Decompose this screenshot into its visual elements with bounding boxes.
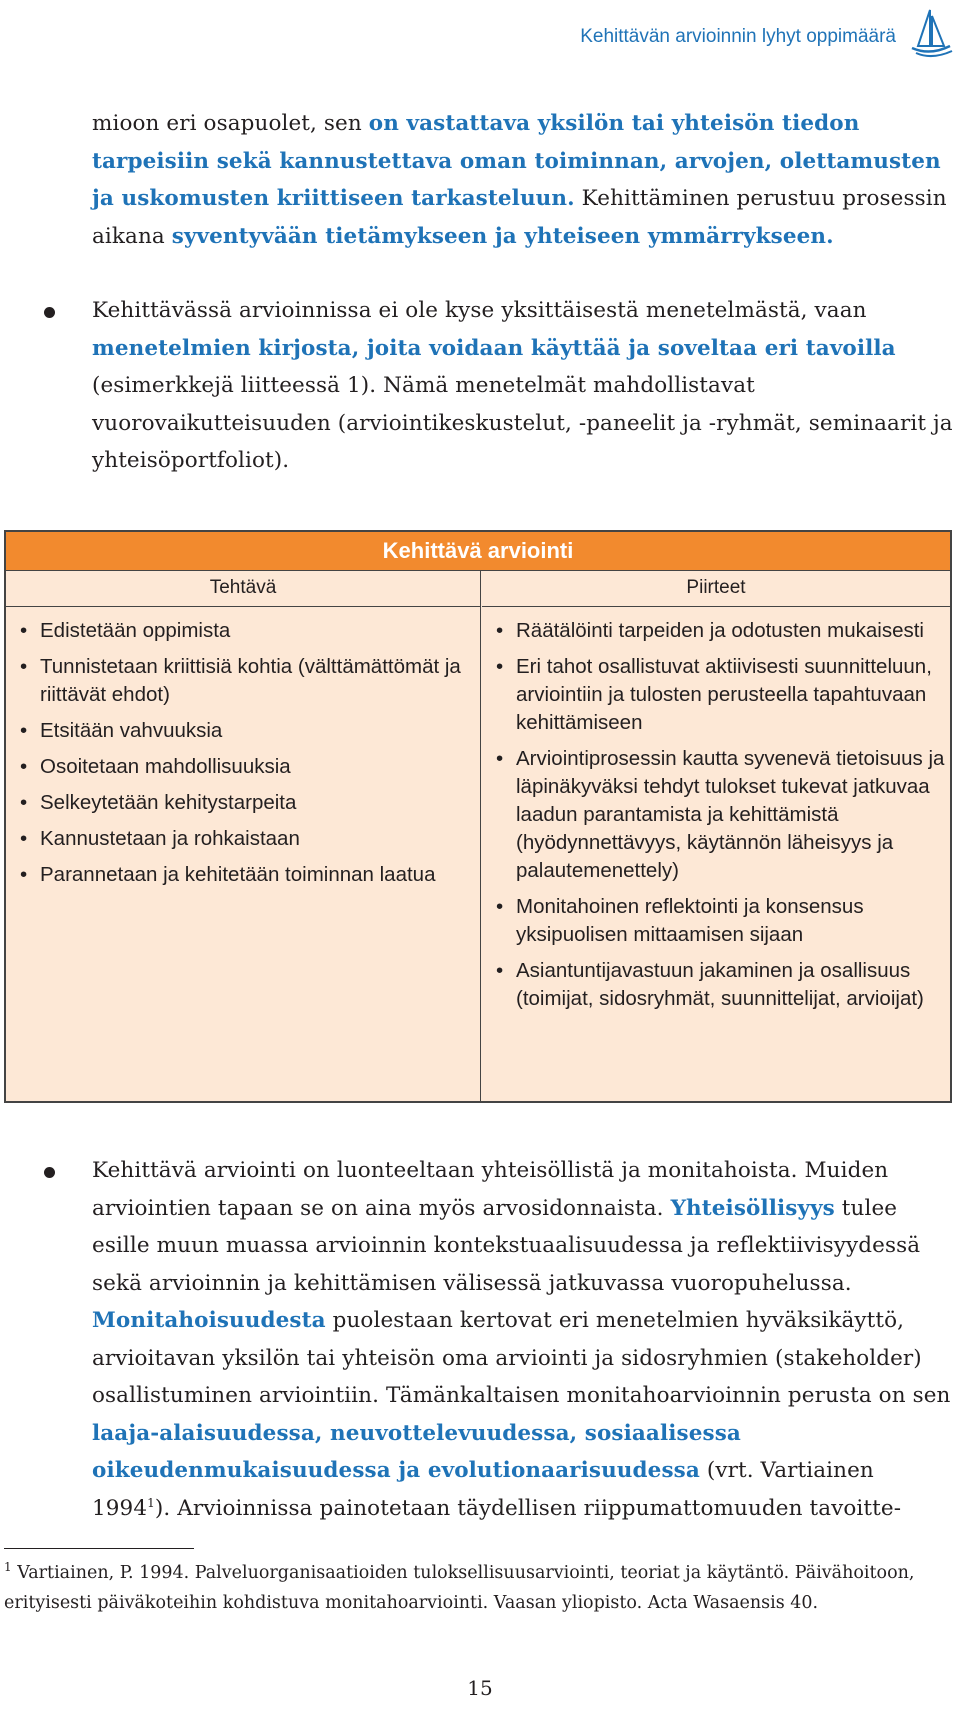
table-list-item-text: Etsitään vahvuuksia	[40, 719, 223, 742]
bullet-icon: •	[496, 959, 504, 982]
bullet-icon: •	[496, 619, 504, 642]
bullet2-text-1: Kehittävä arviointi on luonteeltaan yhteisöllistä ja monitahoista. Muiden arviointien tapaan se on aina myös arvosidonnaista.	[92, 1158, 889, 1221]
table-list-item-text: Parannetaan ja kehitetään toiminnan laatua	[40, 863, 436, 886]
bullet-icon: •	[20, 791, 28, 814]
table-list-item	[20, 789, 480, 817]
bullet-icon: •	[20, 755, 28, 778]
table-list-item	[20, 825, 480, 853]
table-list-item	[20, 717, 480, 745]
table-list-item-text: Räätälöinti tarpeiden ja odotusten mukaisesti	[516, 619, 924, 642]
tasks-column	[6, 570, 481, 1101]
page-number: 15	[467, 1676, 493, 1700]
running-header-title: Kehittävän arvioinnin lyhyt oppimäärä	[580, 26, 896, 47]
table-list-item-text: Arviointiprosessin kautta syvenevä tietoisuus ja läpinäkyväksi tehdyt tulokset tukevat jatkuvaa laadun parantamista ja kehittämistä (hyödynnettävyys, käytännön läheisyys ja palautemenettely)	[516, 747, 945, 882]
bullet2-text-3: puolestaan kertovat eri menetelmien hyväksikäyttö, arvioitavan yksilön tai yhteisön oma arviointi ja sidosryhmien (stakeholder) osallistuminen arviointiin. Tämänkaltaisen monitahoarvioinnin perusta on sen	[92, 1308, 951, 1408]
development-evaluation-table	[4, 530, 952, 1103]
table-list-item	[496, 957, 950, 1013]
table-list-item	[496, 617, 950, 645]
features-column	[482, 570, 950, 1101]
intro-text-2: Kehittäminen perustuu prosessin aikana	[92, 186, 947, 249]
bullet1-highlight-1: menetelmien kirjosta, joita voidaan käyttää ja soveltaa eri tavoilla	[92, 335, 896, 361]
footnote-text: Vartiainen, P. 1994. Palveluorganisaatioiden tuloksellisuusarviointi, teoriat ja käytäntö. Päivähoitoon, erityisesti päiväkoteihin kohdistuva monitahoarviointi. Vaasan yliopisto. Acta Wasaensis 40.	[4, 1563, 915, 1613]
bullet2-text-4: (vrt. Vartiainen 1994	[92, 1458, 874, 1521]
bullet2-highlight-2: Monitahoisuudesta	[92, 1308, 326, 1333]
bullet-icon: •	[20, 863, 28, 886]
bullet2-highlight-3: laaja-alaisuudessa, neuvottelevuudessa, sosiaalisessa oikeudenmukaisuudessa ja evolutionaarisuudessa	[92, 1420, 741, 1483]
bullet-icon: •	[496, 747, 504, 770]
intro-paragraph	[92, 105, 954, 255]
table-list-item-text: Kannustetaan ja rohkaistaan	[40, 827, 300, 850]
table-list-item	[20, 861, 480, 889]
table-title: Kehittävä arviointi	[6, 532, 950, 571]
bullet-paragraph-1	[92, 292, 954, 480]
footnote-reference: 1	[147, 1495, 155, 1510]
tasks-list	[6, 607, 480, 889]
table-list-item	[496, 745, 950, 885]
table-list-item-text: Osoitetaan mahdollisuuksia	[40, 755, 291, 778]
bullet1-text-2: (esimerkkejä liitteessä 1). Nämä menetelmät mahdollistavat vuorovaikutteisuuden (arviointikeskustelut, -paneelit ja -ryhmät, seminaarit ja yhteisöportfoliot).	[92, 373, 953, 473]
table-list-item	[20, 653, 480, 709]
bullet-dot-1	[44, 307, 55, 318]
bullet-paragraph-2	[92, 1152, 954, 1527]
bullet2-highlight-1: Yhteisöllisyys	[670, 1195, 835, 1221]
table-list-item	[496, 893, 950, 949]
bullet-dot-2	[44, 1167, 55, 1178]
bullet-icon: •	[20, 827, 28, 850]
table-list-item	[496, 653, 950, 737]
table-list-item-text: Edistetään oppimista	[40, 619, 231, 642]
tasks-column-header: Tehtävä	[6, 570, 480, 607]
features-list	[482, 607, 950, 1013]
table-list-item-text: Selkeytetään kehitystarpeita	[40, 791, 297, 814]
bullet2-text-5: ). Arvioinnissa painotetaan täydellisen riippumattomuuden tavoitte-	[154, 1495, 902, 1521]
table-list-item	[20, 753, 480, 781]
bullet-icon: •	[20, 619, 28, 642]
bullet2-text-2: tulee esille muun muassa arvioinnin kontekstuaalisuudessa ja reflektiivisyydessä sekä arvioinnin ja kehittämisen välisessä jatkuvassa vuoropuhelussa.	[92, 1195, 921, 1296]
features-column-header: Piirteet	[482, 570, 950, 607]
intro-text-1: mioon eri osapuolet, sen	[92, 111, 369, 136]
table-list-item-text: Tunnistetaan kriittisiä kohtia (välttämättömät ja riittävät ehdot)	[40, 655, 461, 706]
bullet1-text-1: Kehittävässä arvioinnissa ei ole kyse yksittäisestä menetelmästä, vaan	[92, 298, 867, 323]
footnote	[4, 1558, 954, 1618]
table-list-item-text: Eri tahot osallistuvat aktiivisesti suunnitteluun, arviointiin ja tulosten perusteella tapahtuvaan kehittämiseen	[516, 655, 932, 734]
table-list-item-text: Monitahoinen reflektointi ja konsensus yksipuolisen mittaamisen sijaan	[516, 895, 864, 946]
footnote-divider	[4, 1548, 194, 1549]
bullet-icon: •	[496, 655, 504, 678]
intro-highlight-2: syventyvään tietämykseen ja yhteiseen ymmärrykseen.	[171, 223, 834, 249]
table-list-item	[20, 617, 480, 645]
bullet-icon: •	[20, 655, 28, 678]
intro-highlight-1: on vastattava yksilön tai yhteisön tiedon tarpeisiin sekä kannustettava oman toiminnan, arvojen, olettamusten ja uskomusten kriittiseen tarkasteluun.	[92, 111, 941, 211]
footnote-mark: 1	[4, 1560, 12, 1575]
bullet-icon: •	[20, 719, 28, 742]
sailboat-logo-icon	[908, 8, 954, 58]
table-list-item-text: Asiantuntijavastuun jakaminen ja osallisuus (toimijat, sidosryhmät, suunnittelijat, arvioijat)	[516, 959, 924, 1010]
bullet-icon: •	[496, 895, 504, 918]
